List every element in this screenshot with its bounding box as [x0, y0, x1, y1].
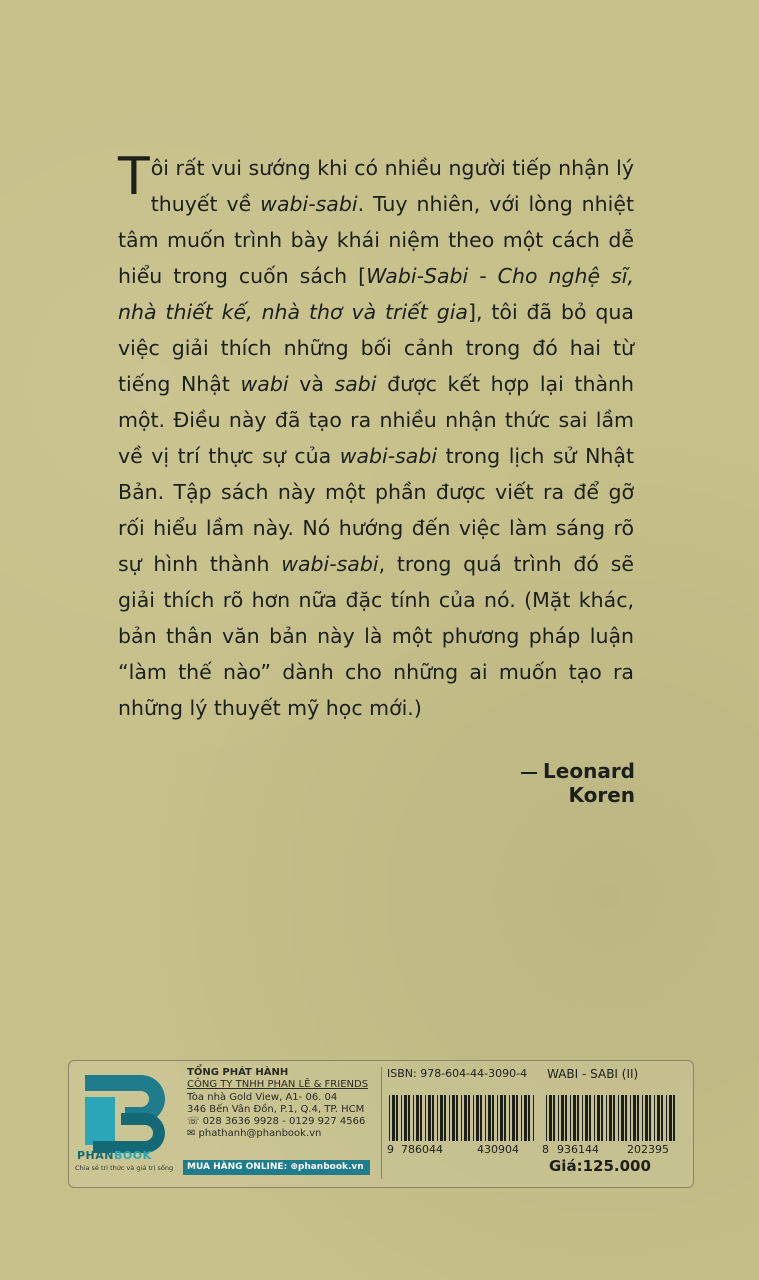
barcode-bar — [633, 1095, 636, 1141]
barcode-bar — [485, 1095, 486, 1141]
barcode-number-prefix: 9 — [387, 1143, 394, 1156]
barcode-bar — [492, 1095, 494, 1141]
logo-word-phan: PHAN — [77, 1149, 114, 1162]
barcode-bar — [549, 1095, 552, 1141]
globe-icon: ⊕ — [290, 1162, 298, 1172]
quote-term: wabi-sabi — [260, 192, 358, 216]
barcode-bar — [601, 1095, 603, 1141]
isbn-barcode-icon — [387, 1095, 537, 1145]
barcode-bar — [582, 1095, 583, 1141]
barcode-bar — [392, 1095, 395, 1141]
barcode-bar — [661, 1095, 663, 1141]
publisher-info-box — [68, 1060, 694, 1188]
barcode-bar — [625, 1095, 627, 1141]
isbn-label: ISBN: 978-604-44-3090-4 — [387, 1067, 528, 1080]
barcode-bar — [597, 1095, 600, 1141]
quote-term: wabi-sabi — [281, 552, 379, 576]
barcode-bar — [613, 1095, 615, 1141]
barcode-bar — [428, 1095, 431, 1141]
company-name: CÔNG TY TNHH PHAN LÊ & FRIENDS — [187, 1079, 369, 1091]
quote-segment: , trong quá trình đó sẽ giải thích rõ hơn nữa đặc tính của nó. (Mặt khác, bản thân văn bản này là một phương pháp luận “làm thế nào” dành cho những ai muốn tạo ra những lý thuyết mỹ học mới.) — [118, 552, 634, 720]
author-name: Leonard Koren — [543, 759, 635, 807]
publisher-details — [187, 1067, 377, 1141]
barcode-bar — [516, 1095, 518, 1141]
barcode-bar — [558, 1095, 559, 1141]
barcode-bar — [461, 1095, 462, 1141]
barcode-bar — [609, 1095, 612, 1141]
quote-segment: . Tuy nhiên, với lòng nhiệt tâm muốn trình bày khái niệm theo một cách dễ hiểu trong cuốn sách [ — [118, 192, 634, 288]
quote-segment: được kết hợp lại thành một. Điều này đã tạo ra nhiều nhận thức sai lầm về vị trí thực sự của — [118, 372, 634, 468]
online-shop-banner — [183, 1160, 370, 1175]
barcode-bar — [509, 1095, 510, 1141]
barcode-bar — [497, 1095, 498, 1141]
email-line: ✉ phathanh@phanbook.vn — [187, 1128, 322, 1140]
barcode-bar — [621, 1095, 624, 1141]
barcode-bar — [396, 1095, 398, 1141]
price-label: Giá:125.000 — [549, 1157, 651, 1175]
barcode-bar — [524, 1095, 527, 1141]
quote-term: wabi-sabi — [339, 444, 438, 468]
barcode-bar — [657, 1095, 660, 1141]
barcode-bar — [553, 1095, 555, 1141]
online-url: phanbook.vn — [297, 1162, 364, 1172]
barcode-bar — [413, 1095, 414, 1141]
barcode-bar — [488, 1095, 491, 1141]
drop-cap: T — [118, 147, 150, 207]
quote-book-title: Wabi-Sabi - Cho nghệ sĩ, nhà thiết kế, nhà thơ và triết gia — [118, 264, 634, 324]
vertical-divider — [381, 1067, 382, 1179]
barcode-bar — [561, 1095, 564, 1141]
barcode-bar — [512, 1095, 515, 1141]
barcode-bar — [669, 1095, 672, 1141]
addon-number-prefix: 8 — [542, 1143, 549, 1156]
barcode-bar — [432, 1095, 434, 1141]
distributor-heading: TỔNG PHÁT HÀNH — [187, 1067, 289, 1078]
barcode-bar — [480, 1095, 482, 1141]
barcode-bar — [573, 1095, 576, 1141]
barcode-bar — [645, 1095, 648, 1141]
quote-term: wabi — [240, 372, 289, 396]
barcode-bar — [533, 1095, 534, 1141]
barcode-number-right: 430904 — [477, 1143, 519, 1156]
logo-wordmark — [77, 1149, 152, 1162]
addon-barcode-icon — [544, 1095, 678, 1145]
barcode-bar — [440, 1095, 443, 1141]
barcode-bar — [654, 1095, 655, 1141]
barcode-bar — [504, 1095, 506, 1141]
barcode-bar — [618, 1095, 619, 1141]
barcode-bar — [594, 1095, 595, 1141]
quote-text — [118, 147, 634, 726]
barcode-bar — [456, 1095, 458, 1141]
barcode-bar — [420, 1095, 422, 1141]
barcode-bar — [408, 1095, 410, 1141]
barcode-bar — [389, 1095, 390, 1141]
barcode-bar — [452, 1095, 455, 1141]
barcode-bar — [570, 1095, 571, 1141]
quote-segment: trong lịch sử Nhật Bản. Tập sách này một phần được viết ra để gỡ rối hiểu lầm này. Nó hướng đến việc làm sáng rõ sự hình thành — [118, 444, 634, 576]
barcode-bar — [401, 1095, 402, 1141]
barcode-number-left: 786044 — [401, 1143, 443, 1156]
logo-word-book: BOOK — [114, 1149, 152, 1162]
quote-segment: ], tôi đã bỏ qua việc giải thích những bối cảnh trong đó hai từ tiếng Nhật — [118, 300, 634, 396]
barcode-bar — [416, 1095, 419, 1141]
barcode-bar — [585, 1095, 588, 1141]
barcode-bar — [476, 1095, 479, 1141]
address-line-1: Tòa nhà Gold View, A1- 06. 04 — [187, 1091, 338, 1103]
barcode-bar — [606, 1095, 607, 1141]
phone-line: ☏ 028 3636 9928 - 0129 927 4566 — [187, 1116, 366, 1128]
quote-segment: và — [288, 372, 335, 396]
barcode-bar — [437, 1095, 438, 1141]
em-dash — [521, 772, 537, 774]
barcode-bar — [565, 1095, 567, 1141]
barcode-bar — [577, 1095, 579, 1141]
barcode-bar — [630, 1095, 631, 1141]
addon-number-left: 936144 — [557, 1143, 599, 1156]
barcode-bar — [468, 1095, 470, 1141]
online-label: MUA HÀNG ONLINE: — [187, 1162, 288, 1172]
barcode-bar — [464, 1095, 467, 1141]
series-label: WABI - SABI (II) — [547, 1067, 639, 1081]
barcode-bar — [546, 1095, 547, 1141]
barcode-bar — [425, 1095, 426, 1141]
barcode-bar — [642, 1095, 643, 1141]
logo-slogan: Chia sẻ tri thức và giá trị sống — [75, 1164, 174, 1172]
addon-number-right: 202395 — [627, 1143, 669, 1156]
barcode-bar — [673, 1095, 675, 1141]
barcode-bar — [449, 1095, 450, 1141]
quote-segment: ôi rất vui sướng khi có nhiều người tiếp nhận lý thuyết về — [150, 156, 634, 216]
quote-term: sabi — [334, 372, 377, 396]
barcode-bar — [666, 1095, 667, 1141]
address-line-2: 346 Bến Vân Đồn, P.1, Q.4, TP. HCM — [187, 1103, 365, 1115]
author-signature — [455, 759, 635, 807]
barcode-bar — [528, 1095, 530, 1141]
barcode-bar — [500, 1095, 503, 1141]
barcode-bar — [637, 1095, 639, 1141]
barcode-bar — [521, 1095, 522, 1141]
barcode-bar — [404, 1095, 407, 1141]
barcode-bar — [473, 1095, 474, 1141]
barcode-bar — [444, 1095, 446, 1141]
barcode-bar — [589, 1095, 591, 1141]
barcode-bar — [649, 1095, 651, 1141]
